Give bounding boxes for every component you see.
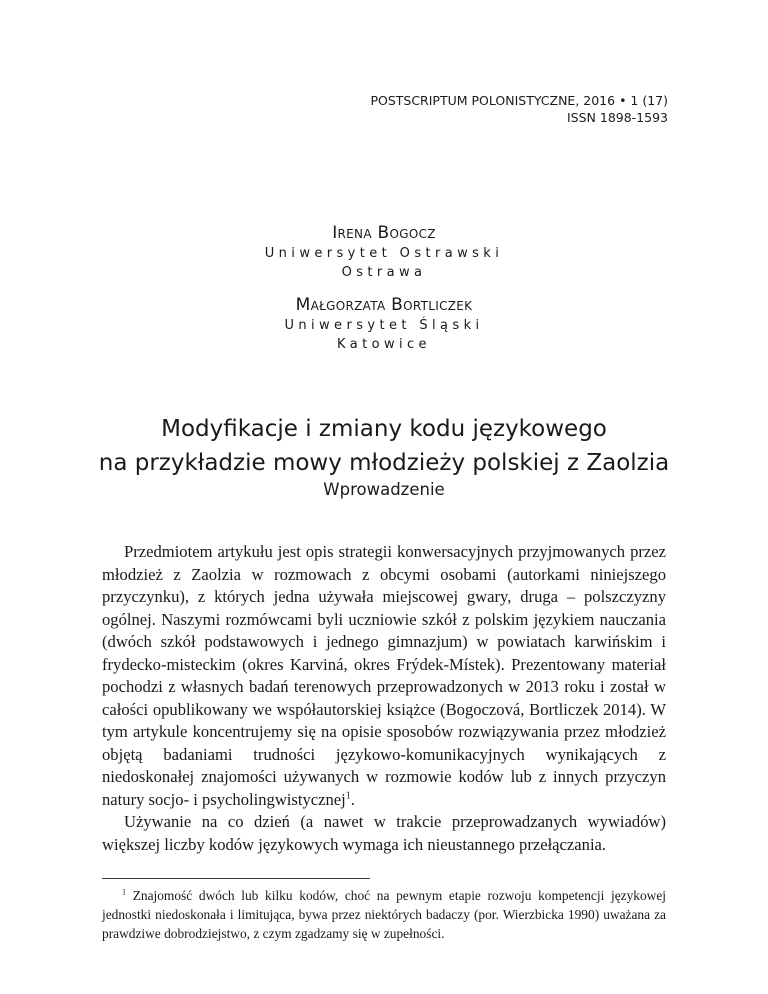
author-name: Irena Bogocz [332, 223, 436, 243]
paragraph-2: Używanie na co dzień (a nawet w trakcie przeprowadzanych wywiadów) większej liczby kodów językowych wymaga ich nieustannego przełączania. [102, 812, 666, 854]
footnote-reference[interactable]: 1 [345, 789, 351, 801]
issn: ISSN 1898-1593 [566, 110, 668, 125]
author-city: Ostrawa [341, 265, 427, 280]
footnote [102, 886, 666, 943]
author-city: Katowice [337, 337, 431, 352]
authors [0, 222, 768, 366]
section-heading: Wprowadzenie [323, 480, 445, 499]
article-title-line-2: na przykładzie mowy młodzieży polskiej z Zaolzia [98, 450, 670, 476]
footnote-divider [102, 878, 370, 879]
paragraph-1 [102, 541, 666, 811]
author-name: Małgorzata Bortliczek [295, 295, 473, 315]
author-2 [0, 294, 768, 354]
author-affiliation: Uniwersytet Ostrawski [264, 246, 504, 261]
footnote-number: 1 [122, 887, 127, 897]
body-text [102, 541, 666, 856]
journal-citation: POSTSCRIPTUM POLONISTYCZNE, 2016 • 1 (17) [370, 93, 668, 108]
author-1 [0, 222, 768, 282]
journal-header [370, 92, 668, 126]
footnote-text: Znajomość dwóch lub kilku kodów, choć na pewnym etapie rozwoju kompetencji językowej jednostki niedoskonała i limitująca, bywa przez niektórych badaczy (por. Wierzbicka 1990) uważana za prawdziwe dobrodziejstwo, z czym zgadzamy się w zupełności. [102, 888, 666, 941]
article-title [0, 412, 768, 480]
author-affiliation: Uniwersytet Śląski [284, 318, 484, 333]
paragraph-1-text: Przedmiotem artykułu jest opis strategii konwersacyjnych przyjmowanych przez młodzież z Zaolzia w rozmowach z obcymi osobami (autorkami niniejszego przyczynku), z których jedna używała miejscowej gwary, druga – polszczyzny ogólnej. Naszymi rozmówcami byli uczniowie szkół z polskim językiem nauczania (dwóch szkół podstawowych i jednego gimnazjum) w powiatach karwińskim i frydecko-misteckim (okres Karviná, okres Frýdek-Místek). Prezentowany materiał pochodzi z własnych badań terenowych przeprowadzonych w 2013 roku i został w całości opublikowany we współautorskiej książce (Bogoczová, Bortliczek 2014). W tym artykule koncentrujemy się na opisie sposobów rozwiązywania przez młodzież objętą badaniami trudności językowo-komunikacyjnych wynikających z niedoskonałej znajomości używanych w rozmowie kodów lub z innych przyczyn natury socjo- i psycholingwistycznej [102, 542, 666, 809]
paragraph-1-end: . [350, 789, 355, 809]
article-title-line-1: Modyfikacje i zmiany kodu językowego [161, 416, 607, 442]
